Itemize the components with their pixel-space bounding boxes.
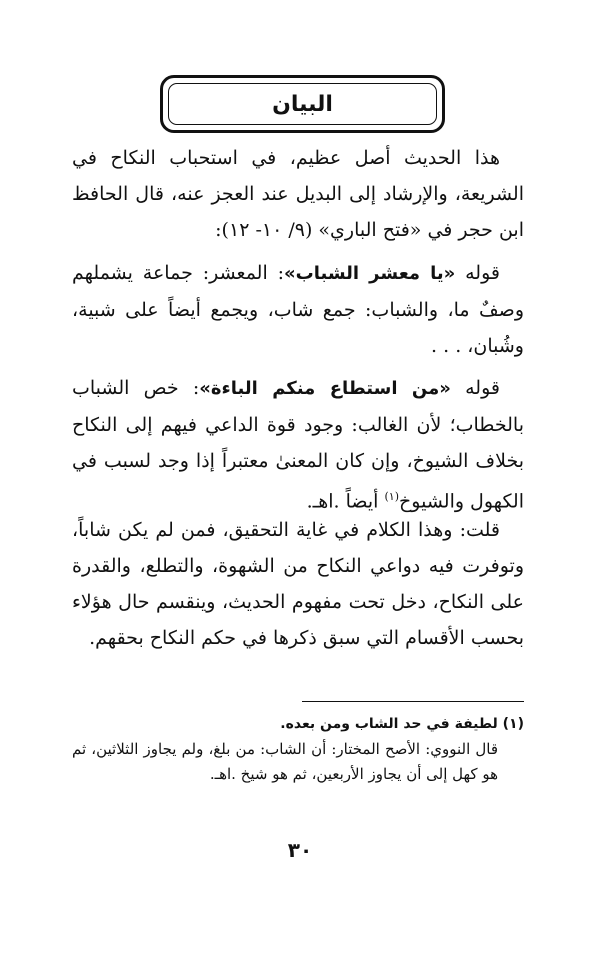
explanation-end: أيضاً .اهـ. <box>306 490 385 513</box>
quoted-phrase: «يا معشر الشباب» <box>284 263 456 284</box>
paragraph-shabab-text <box>72 255 524 364</box>
footnote <box>72 712 524 787</box>
page-number: ٣٠ <box>287 838 313 862</box>
paragraph-intro <box>72 140 524 248</box>
section-title-frame <box>160 75 445 133</box>
quote-prefix: قوله <box>465 377 500 399</box>
paragraph-author-comment <box>72 512 524 656</box>
quote-prefix: قوله <box>465 262 500 284</box>
paragraph-author-comment-text: قلت: وهذا الكلام في غاية التحقيق، فمن لم يكن شاباً، وتوفرت فيه دواعي النكاح من الشهوة، والتطلع، والقدرة على النكاح، دخل تحت مفهوم الحديث، وينقسم حال هؤلاء بحسب الأقسام التي سبق ذكرها في حكم النكاح بحقهم. <box>72 519 524 649</box>
paragraph-shabab <box>72 255 524 364</box>
footnote-reference: (١) <box>384 490 400 503</box>
footnote-text: قال النووي: الأصح المختار: أن الشاب: من بلغ، ولم يجاوز الثلاثين، ثم هو كهل إلى أن يجاوز الأربعين، ثم هو شيخ .اهـ. <box>72 740 498 783</box>
paragraph-baa-text <box>72 370 524 519</box>
footnote-divider <box>302 701 524 702</box>
paragraph-baa <box>72 370 524 519</box>
section-title: البيان <box>168 83 437 125</box>
quoted-phrase: «من استطاع منكم الباءة» <box>199 378 451 399</box>
paragraph-intro-text: هذا الحديث أصل عظيم، في استحباب النكاح في الشريعة، والإرشاد إلى البديل عند العجز عنه، قال الحافظ ابن حجر في «فتح الباري» (٩/ ١٠- ١٢): <box>72 147 524 241</box>
explanation: : المعشر: جماعة يشملهم وصفٌ ما، والشباب: جمع شاب، ويجمع أيضاً على شبية، وشُبان، . . . <box>72 262 524 357</box>
explanation: : خص الشباب بالخطاب؛ لأن الغالب: وجود قوة الداعي فيهم إلى النكاح بخلاف الشيوخ، وإن كان المعنىٰ معتبراً إذا وجد لسبب في الكهول والشيوخ <box>72 377 524 513</box>
footnote-heading: (١) لطيفة في حد الشاب ومن بعده. <box>280 716 524 732</box>
